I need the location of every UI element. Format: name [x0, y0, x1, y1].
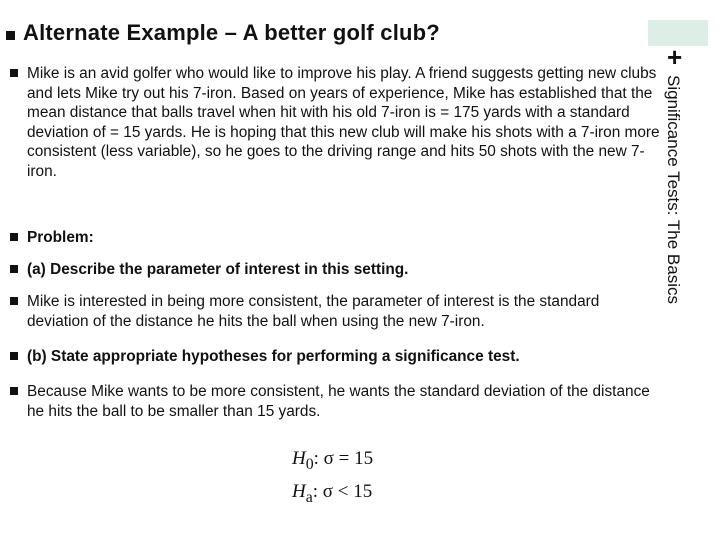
- ha-statement: : σ < 15: [312, 480, 373, 502]
- bullet-text: Because Mike wants to be more consistent, he wants the standard deviation of the distance he hits the ball to be smaller than 15 yards.: [27, 383, 650, 420]
- bullet-icon: [10, 69, 18, 77]
- side-label: Significance Tests: The Basics: [664, 75, 683, 304]
- ha-symbol: H: [292, 480, 306, 502]
- title-bullet-icon: [6, 31, 15, 40]
- hypotheses-formula: [292, 445, 373, 511]
- slide-title: Alternate Example – A better golf club?: [23, 20, 440, 45]
- list-item: [10, 382, 660, 421]
- list-item: [10, 347, 660, 367]
- plus-icon: +: [667, 42, 683, 72]
- list-item: [10, 260, 660, 280]
- h0-symbol: H: [292, 448, 306, 469]
- bullet-text: (b) State appropriate hypotheses for performing a significance test.: [27, 348, 520, 365]
- list-item: [10, 64, 660, 181]
- bullet-text: (a) Describe the parameter of interest in this setting.: [27, 261, 409, 278]
- list-item: [10, 228, 660, 248]
- alternative-hypothesis: [292, 478, 373, 511]
- bullet-text: Problem:: [27, 229, 94, 246]
- title-row: [6, 20, 440, 46]
- bullet-icon: [10, 233, 18, 241]
- bullet-icon: [10, 265, 18, 273]
- bullet-text: Mike is interested in being more consistent, the parameter of interest is the standard deviation of the distance he hits the ball when using the new 7-iron.: [27, 293, 600, 330]
- h0-subscript: 0: [305, 455, 314, 473]
- bullet-icon: [10, 352, 18, 360]
- h0-statement: : σ = 15: [313, 448, 374, 469]
- bullet-icon: [10, 387, 18, 395]
- list-item: [10, 292, 660, 331]
- ha-subscript: a: [305, 488, 313, 506]
- bullet-icon: [10, 297, 18, 305]
- bullet-text: Mike is an avid golfer who would like to improve his play. A friend suggests getting new clubs and lets Mike try out his 7-iron. Based on years of experience, Mike has established that the mean distance that balls travel when hit with his old 7-iron is = 175 yards with a standard deviation of = 15 yards. He is hoping that this new club will make his shots with a 7-iron more consistent (less variable), so he goes to the driving range and hits 50 shots with the new 7-iron.: [27, 65, 660, 180]
- null-hypothesis: [292, 445, 373, 478]
